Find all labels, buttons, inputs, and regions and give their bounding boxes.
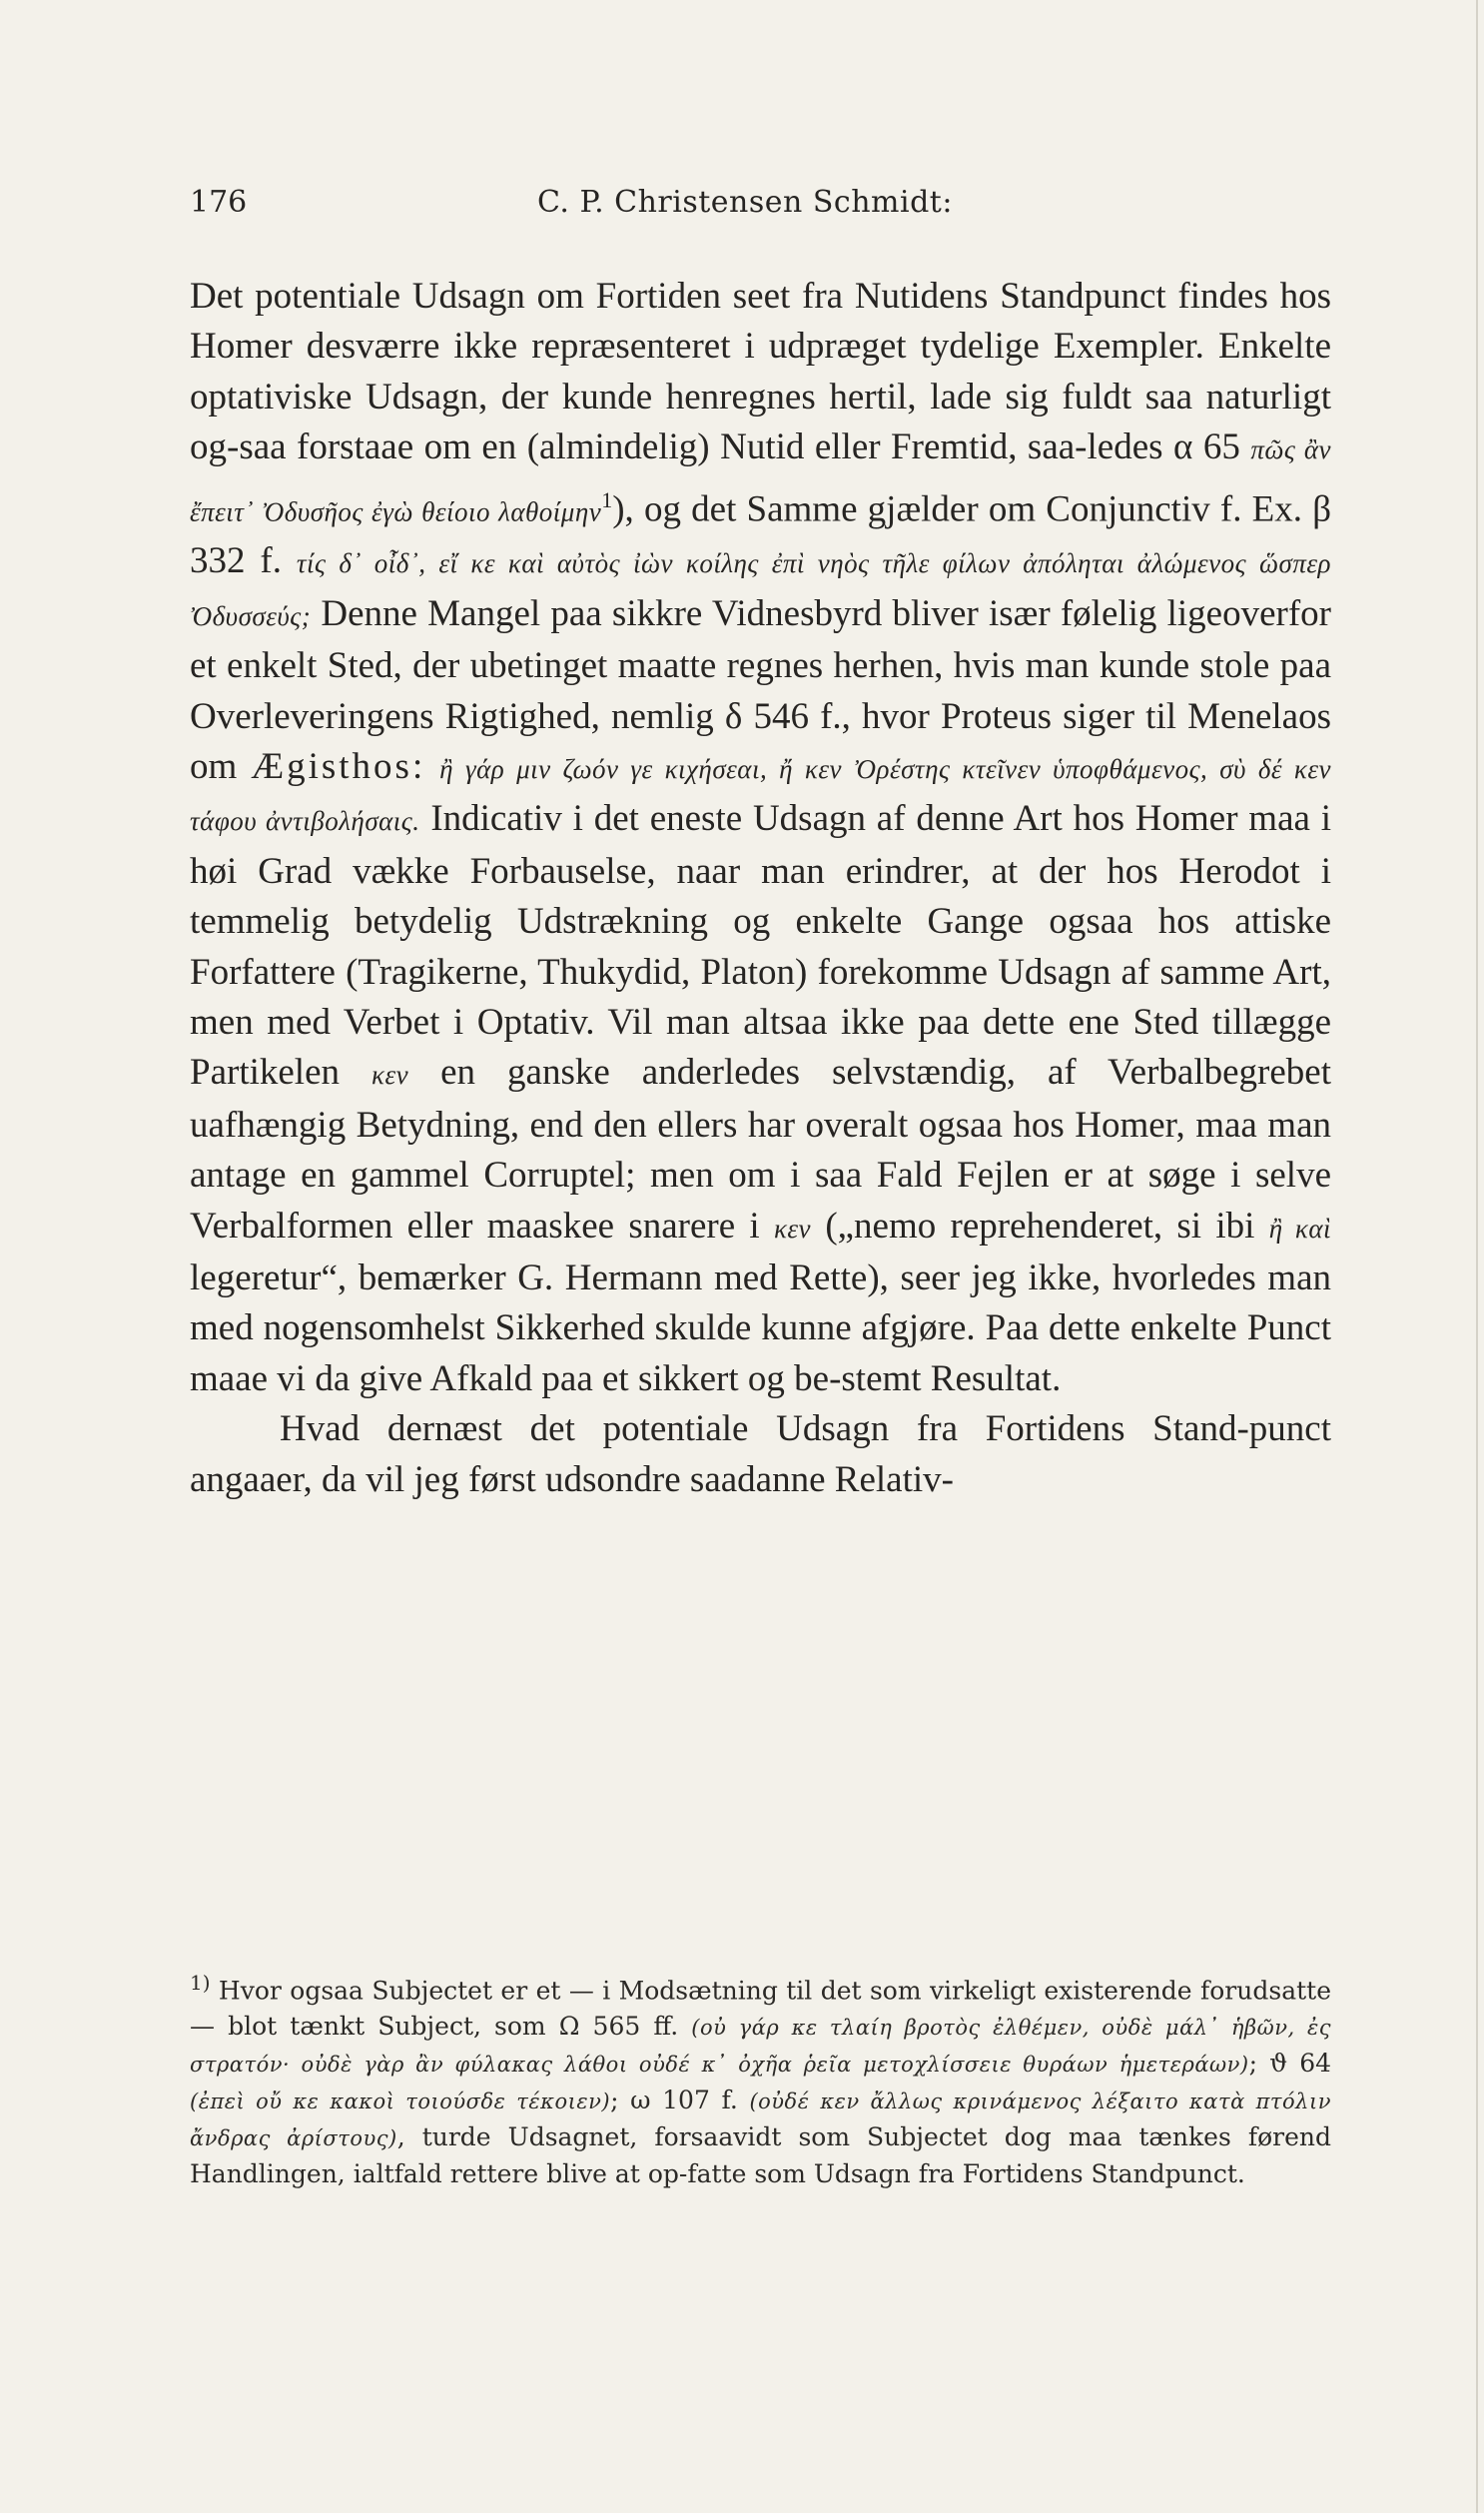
text-run: („nemo reprehenderet, si ibi bbox=[811, 1205, 1269, 1247]
text-run: Det potentiale Udsagn om Fortiden seet fra Nutidens Standpunct findes hos Homer desværre ikke repræsenteret i udpræget tydelige Exempler. Enkelte optativiske Udsagn, der kunde henregnes hertil, lade sig fuldt saa naturligt og-saa forstaae om en (almindelig) Nutid eller Fremtid, saa-ledes bbox=[190, 276, 1331, 468]
paragraph-2 bbox=[190, 1404, 1331, 1505]
text-run: , hvor Proteus siger til Menelaos om bbox=[190, 695, 1331, 787]
person-name: Ægisthos: bbox=[251, 745, 426, 787]
text-run: , og det Samme gjælder om Conjunctiv f. Ex. bbox=[624, 487, 1313, 529]
citation: α 65 bbox=[1173, 426, 1240, 468]
greek-quote: ἢ γάρ μιν ζωόν γε κιχήσεαι, ἤ κεν Ὀρέστης κτεῖνεν ὑποφθάμενος, σὺ δέ κεν τάφου ἀντιβολήσαις. bbox=[190, 753, 1332, 837]
scan-edge-line bbox=[1476, 0, 1478, 2513]
citation: δ 546 f. bbox=[724, 695, 842, 737]
text-run: , turde Udsagnet, forsaavidt som Subjectet dog maa tænkes førend Handlingen, ialtfald rettere blive at op-fatte som Udsagn fra Fortidens Standpunct. bbox=[190, 2122, 1331, 2189]
citation: Ω 565 ff. bbox=[558, 2011, 679, 2041]
footnote-ref: 1 bbox=[601, 486, 613, 512]
text-run: Indicativ i det eneste Udsagn af denne Art hos Homer maa i høi Grad vække Forbauselse, naar man erindrer, at der hos Herodot i temmelig betydelig Udstrækning og enkelte Gange ogsaa hos attiske Forfattere (Tragikerne, Thukydid, Platon) forekomme Udsagn af samme Art, men med Verbet i Optativ. Vil man altsaa ikke paa dette ene Sted tillægge Partikelen bbox=[190, 798, 1332, 1094]
running-head: C. P. Christensen Schmidt: bbox=[537, 185, 953, 220]
greek-quote: τίς δ᾽ οἶδ᾽, εἴ κε καὶ αὐτὸς ἰὼν κοίλης ἐπὶ νηὸς τῆλε φίλων ἀπόληται ἀλώμενος ὥσπερ Ὀδυσσεύς; bbox=[190, 548, 1332, 631]
text-run: ; bbox=[1248, 2048, 1270, 2078]
page-number: 176 bbox=[190, 185, 248, 220]
paragraph-1: Det potentiale Udsagn om Fortiden seet fra Nutidens Standpunct findes hos Homer desværre ikke repræsenteret i udpræget tydelige Exempler. Enkelte optativiske Udsagn, der kunde henregnes hertil, lade sig fuldt saa naturligt og-saa forstaae om en (almindelig) Nutid eller Fremtid, saa-ledes α 65 πῶς ἂν ἔπειτ᾽ Ὀδυσῆος ἐγὼ θείοιο λαθοίμην$^1$), og det Samme gjælder om Conjunctiv f. Ex. β 332 f. τίς δ᾽ οἶδ᾽, εἴ κε καὶ αὐτὸς ἰὼν κοίλης ἐπὶ νηὸς τῆλε φίλων ἀπόληται ἀλώμενος ὥσπερ Ὀδυσσεύς; Denne Mangel paa sikkre Vidnesbyrd bliver især følelig ligeoverfor et enkelt Sted, der ubetinget maatte regnes herhen, hvis man kunde stole paa Overleveringens Rigtighed, nemlig δ 546 f., hvor Proteus siger til Menelaos om Ægisthos: ἢ γάρ μιν ζωόν γε κιχήσεαι, ἤ κεν Ὀρέστης κτεῖνεν ὑποφθάμενος, σὺ δέ κεν τάφου ἀντιβολήσαις. Indicativ i det eneste Udsagn af denne Art hos Homer maa i høi Grad vække Forbauselse, naar man erindrer, at der hos Herodot i temmelig betydelig Udstrækning og enkelte Gange ogsaa hos attiske Forfattere (Tragikerne, Thukydid, Platon) forekomme Udsagn af samme Art, men med Verbet i Optativ. Vil man altsaa ikke paa dette ene Sted tillægge Partikelen κεν en ganske anderledes selvstændig, af Verbalbegrebet uafhængig Betydning, end den ellers har overalt ogsaa hos Homer, maa man antage en gammel Corruptel; men om i saa Fald Fejlen er at søge i selve Verbalformen eller maaskee snarere i κεν („nemo reprehenderet, si ibi ἢ καὶ legeretur“, bemærker G. Hermann med Rette), seer jeg ikke, hvorledes man med nogensomhelst Sikkerhed skulde kunne afgjøre. Paa dette enkelte Punct maae vi da give Afkald paa et sikkert og be-stemt Resultat. bbox=[190, 276, 1332, 1399]
body-text bbox=[190, 272, 1331, 1505]
greek-word: κεν bbox=[773, 1213, 812, 1244]
greek-quote: πῶς ἂν ἔπειτ᾽ Ὀδυσῆος ἐγὼ θείοιο λαθοίμην bbox=[190, 434, 1332, 526]
greek-quote: (ἐπεὶ οὔ κε κακοὶ τοιούσδε τέκοιεν) bbox=[190, 2089, 611, 2113]
footnote-mark: 1) bbox=[190, 1971, 211, 1995]
citation: ϑ 64 bbox=[1269, 2048, 1332, 2078]
greek-word: κεν bbox=[371, 1060, 409, 1091]
greek-quote: (οὐ γάρ κε τλαίη βροτὸς ἐλθέμεν, οὐδὲ μάλ᾽ ἡβῶν, ἐς στρατόν· οὐδὲ γὰρ ἂν φύλακας λάθοι οὐδέ κ᾽ ὀχῆα ῥεῖα μετοχλίσσειε θυράων ἡμετεράων) bbox=[190, 2015, 1332, 2077]
greek-quote: (οὐδέ κεν ἄλλως κρινάμενος λέξαιτο κατὰ πτόλιν ἄνδρας ἀρίστους) bbox=[190, 2089, 1331, 2151]
greek-word: ἢ καὶ bbox=[1268, 1213, 1332, 1244]
citation: β 332 f. bbox=[190, 487, 1332, 582]
page-header bbox=[190, 185, 1373, 229]
footnote bbox=[190, 1966, 1331, 2192]
text-run: ; bbox=[610, 2085, 631, 2114]
text-run: en ganske anderledes selvstændig, af Verbalbegrebet uafhængig Betydning, end den ellers har overalt ogsaa hos Homer, maa man antage en gammel Corruptel; men om i saa Fald Fejlen er at søge i selve Verbalformen eller maaskee snarere i bbox=[190, 1052, 1331, 1247]
text-run: Hvor ogsaa Subjectet er et — i Modsætning til det som virkeligt existerende forudsatte — blot tænkt Subject, som bbox=[190, 1976, 1331, 2041]
citation: ω 107 f. bbox=[630, 2085, 738, 2114]
text-run: Hvad dernæst det potentiale Udsagn fra Fortidens Stand-punct angaaer, da vil jeg først udsondre saadanne Relativ- bbox=[190, 1408, 1331, 1500]
text-run: Denne Mangel paa sikkre Vidnesbyrd bliver især følelig ligeoverfor et enkelt Sted, der ubetinget maatte regnes herhen, hvis man kunde stole paa Overleveringens Rigtighed, nemlig bbox=[190, 592, 1331, 737]
text-run: legeretur“, bemærker G. Hermann med Rette), seer jeg ikke, hvorledes man med nogensomhelst Sikkerhed skulde kunne afgjøre. Paa dette enkelte Punct maae vi da give Afkald paa et sikkert og be-stemt Resultat. bbox=[190, 1257, 1331, 1399]
